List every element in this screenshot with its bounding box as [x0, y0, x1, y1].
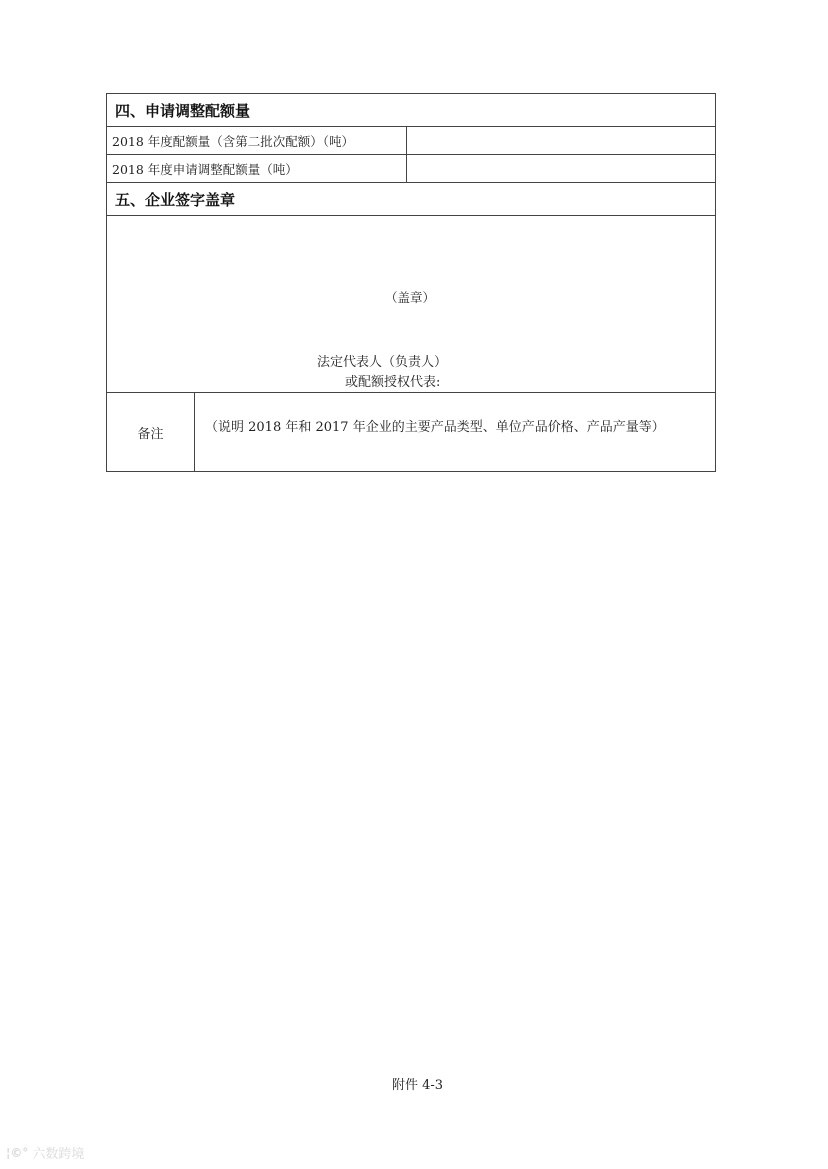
seal-label: （盖章） [385, 290, 436, 305]
page-number: 附件 4-3 [392, 1078, 444, 1093]
section-5-title: 五、企业签字盖章 [115, 190, 236, 209]
section-4-title: 四、申请调整配额量 [115, 101, 251, 120]
adjusted-quota-2018-value[interactable] [407, 155, 715, 182]
remarks-row [107, 393, 715, 471]
adjusted-quota-2018-label: 2018 年度申请调整配额量（吨） [107, 155, 407, 182]
remarks-label: 备注 [107, 393, 195, 471]
adjusted-quota-2018-row [107, 155, 715, 183]
application-form-table [106, 93, 716, 472]
quota-2018-label: 2018 年度配额量（含第二批次配额）（吨） [107, 127, 407, 154]
watermark-text: 六数跨境 [32, 1147, 85, 1162]
legal-representative-label: 法定代表人（负责人） [317, 355, 448, 370]
remarks-text: （说明 2018 年和 2017 年企业的主要产品类型、单位产品价格、产品产量等） [205, 419, 665, 435]
watermark [6, 1143, 84, 1162]
signature-area [107, 216, 715, 393]
quota-2018-row [107, 127, 715, 155]
watermark-logo-icon: ¦©° [6, 1145, 29, 1160]
section-5-header [107, 183, 715, 216]
authorized-representative-label: 或配额授权代表: [345, 375, 441, 390]
quota-2018-value[interactable] [407, 127, 715, 154]
section-4-header [107, 94, 715, 127]
